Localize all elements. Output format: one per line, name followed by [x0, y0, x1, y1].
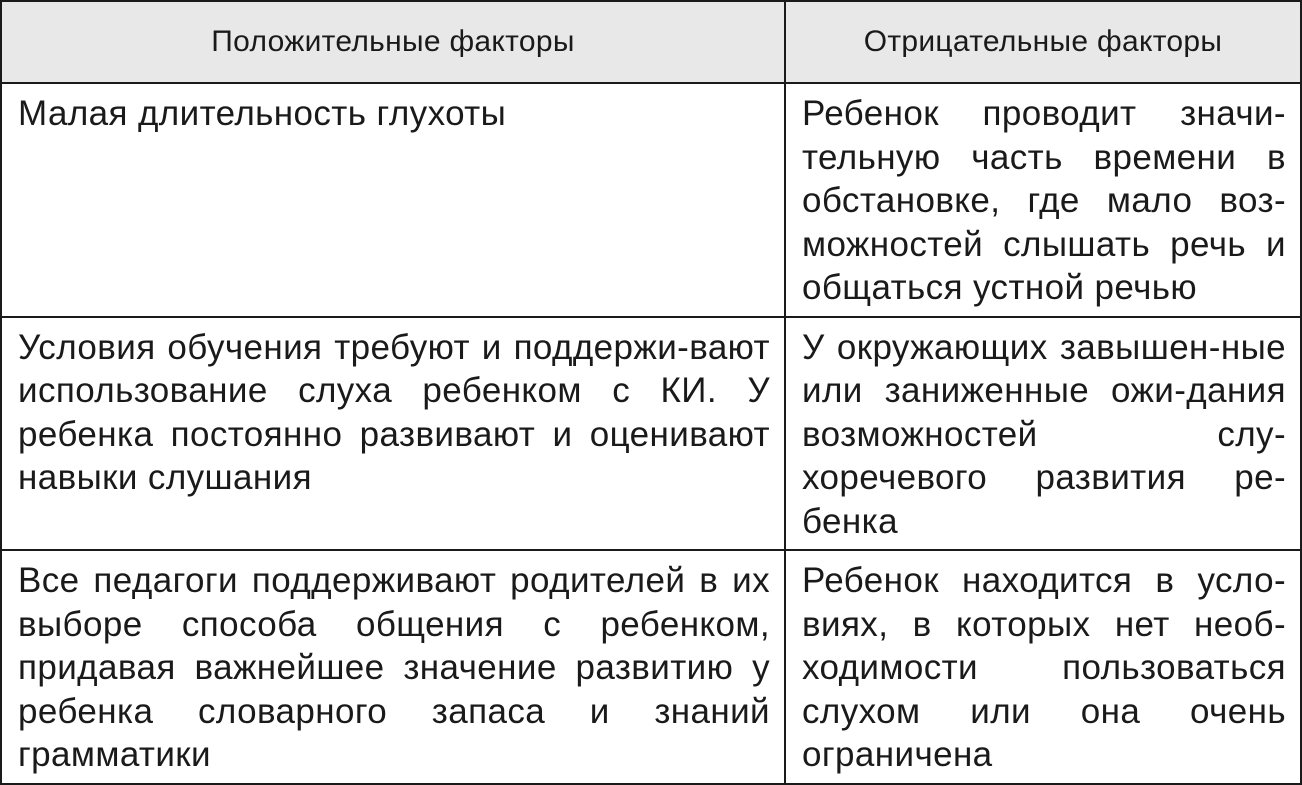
negative-factor-cell: Ребенок находится в усло-виях, в которых нет необ-ходимости пользоваться слухом или она очень ограничена — [785, 550, 1301, 784]
positive-factor-cell: Малая длительность глухоты — [1, 83, 785, 317]
header-row — [1, 1, 1301, 83]
header-positive-factors: Положительные факторы — [1, 1, 785, 83]
positive-factor-cell: Условия обучения требуют и поддержи-вают использование слуха ребенком с КИ. У ребенка постоянно развивают и оценивают навыки слушания — [1, 317, 785, 551]
negative-factor-cell: У окружающих завышен-ные или заниженные ожи-дания возможностей слу-хоречевого развития ре-бенка — [785, 317, 1301, 551]
table-row — [1, 317, 1301, 551]
header-negative-factors: Отрицательные факторы — [785, 1, 1301, 83]
table-row — [1, 550, 1301, 784]
negative-factor-cell: Ребенок проводит значи-тельную часть времени в обстановке, где мало воз-можностей слышать речь и общаться устной речью — [785, 83, 1301, 317]
positive-factor-cell: Все педагоги поддерживают родителей в их выборе способа общения с ребенком, придавая важнейшее значение развитию у ребенка словарного запаса и знаний грамматики — [1, 550, 785, 784]
table-row — [1, 83, 1301, 317]
